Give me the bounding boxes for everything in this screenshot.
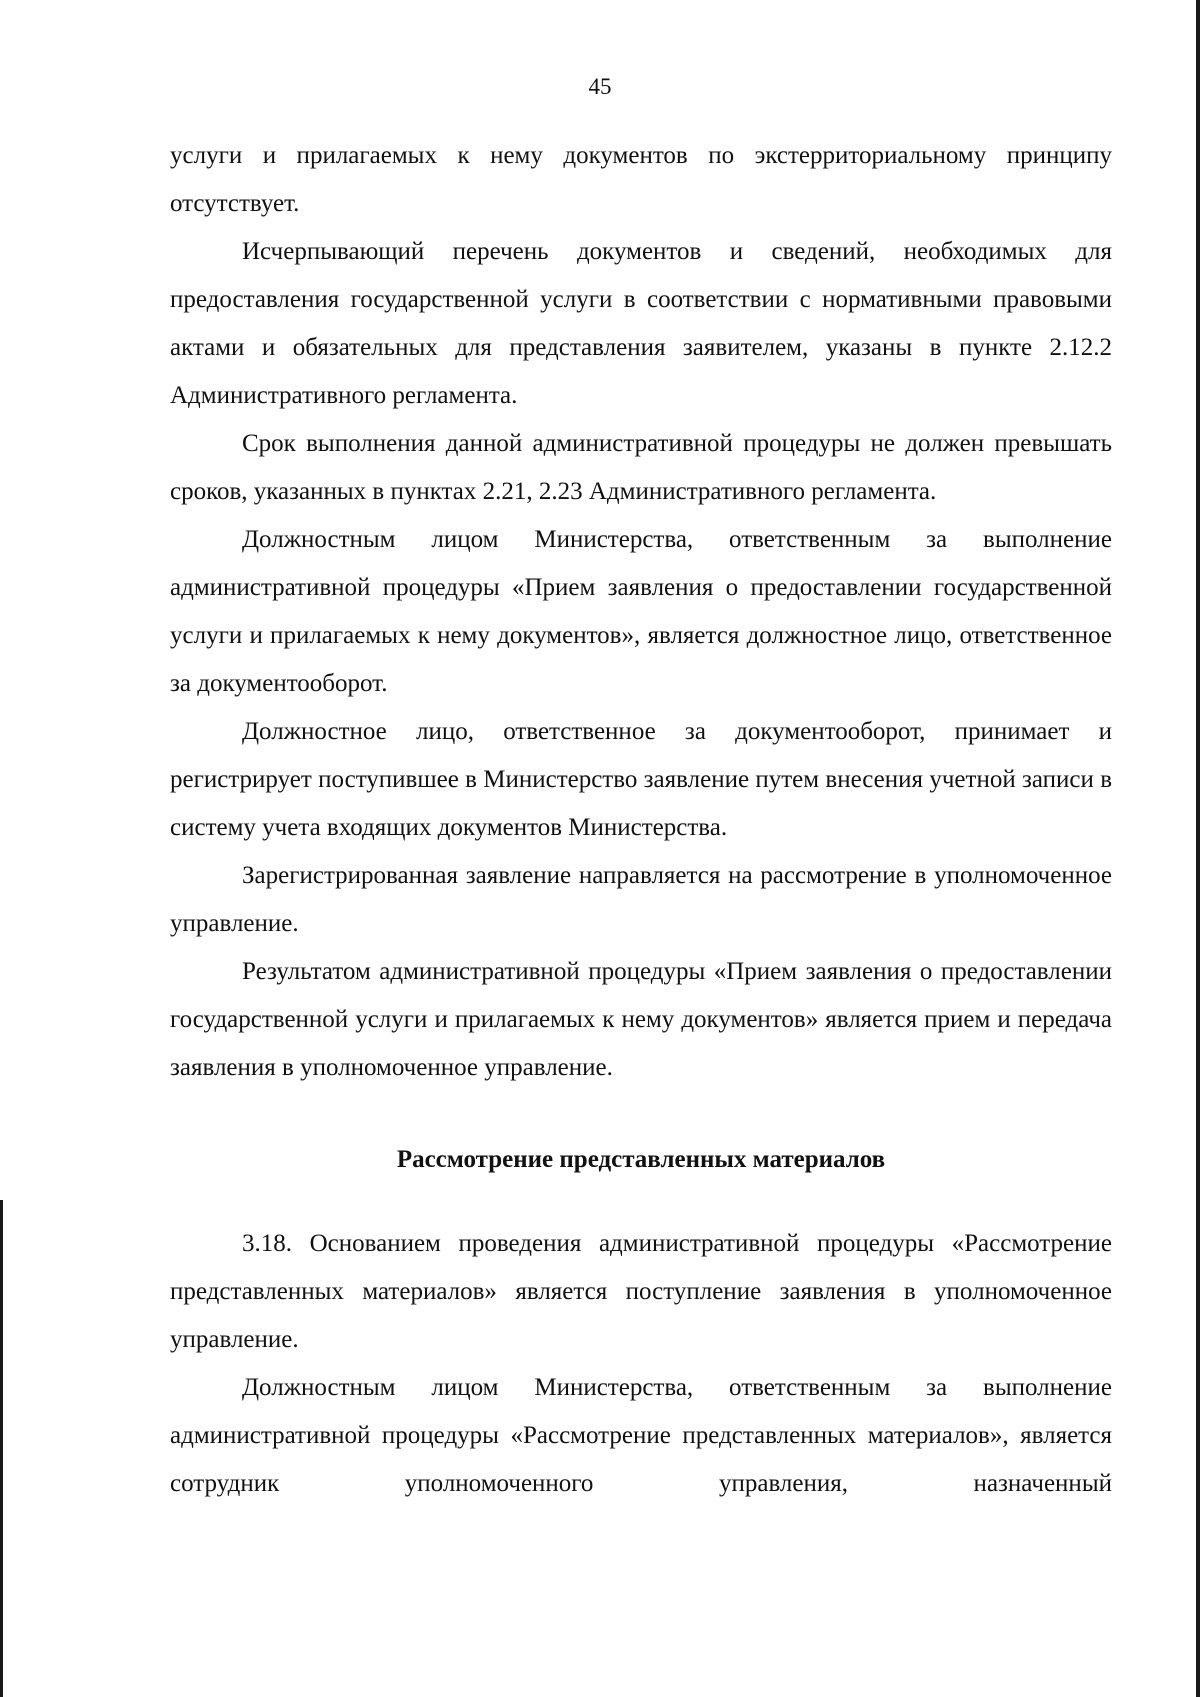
page-number: 45 (588, 74, 612, 99)
paragraph-referral: Зарегистрированная заявление направляется на рассмотрение в уполномоченное управление. (170, 862, 1112, 937)
paragraph-deadline: Срок выполнения данной административной процедуры не должен превышать сроков, указанных в пунктах 2.21, 2.23 Административного регламента. (170, 430, 1112, 505)
paragraph-result: Результатом административной процедуры «Прием заявления о предоставлении государственной услуги и прилагаемых к нему документов» является прием и передача заявления в уполномоченное управление. (170, 958, 1112, 1081)
document-body (170, 132, 1112, 1508)
paragraph-clause-3-18: 3.18. Основанием проведения административной процедуры «Рассмотрение представленных материалов» является поступление заявления в уполномоченное управление. (170, 1230, 1112, 1353)
scan-border-right (1196, 0, 1200, 1697)
paragraph-documents-list: Исчерпывающий перечень документов и сведений, необходимых для предоставления государственной услуги в соответствии с нормативными правовыми актами и обязательных для представления заявителем, указаны в пункте 2.12.2 Административного регламента. (170, 238, 1112, 409)
paragraph-responsible-official: Должностным лицом Министерства, ответственным за выполнение административной процедуры «Прием заявления о предоставлении государственной услуги и прилагаемых к нему документов», является должностное лицо, ответственное за документооборот. (170, 526, 1112, 697)
paragraph-continuation: услуги и прилагаемых к нему документов по экстерриториальному принципу отсутствует. (170, 142, 1112, 217)
paragraph-registration: Должностное лицо, ответственное за документооборот, принимает и регистрирует поступившее в Министерство заявление путем внесения учетной записи в систему учета входящих документов Министерства. (170, 718, 1112, 841)
section-heading: Рассмотрение представленных материалов (396, 1146, 886, 1173)
paragraph-review-responsible: Должностным лицом Министерства, ответственным за выполнение административной процедуры «Рассмотрение представленных материалов», является сотрудник уполномоченного управления, назначенный (170, 1374, 1112, 1497)
scan-border-left (0, 1200, 3, 1697)
